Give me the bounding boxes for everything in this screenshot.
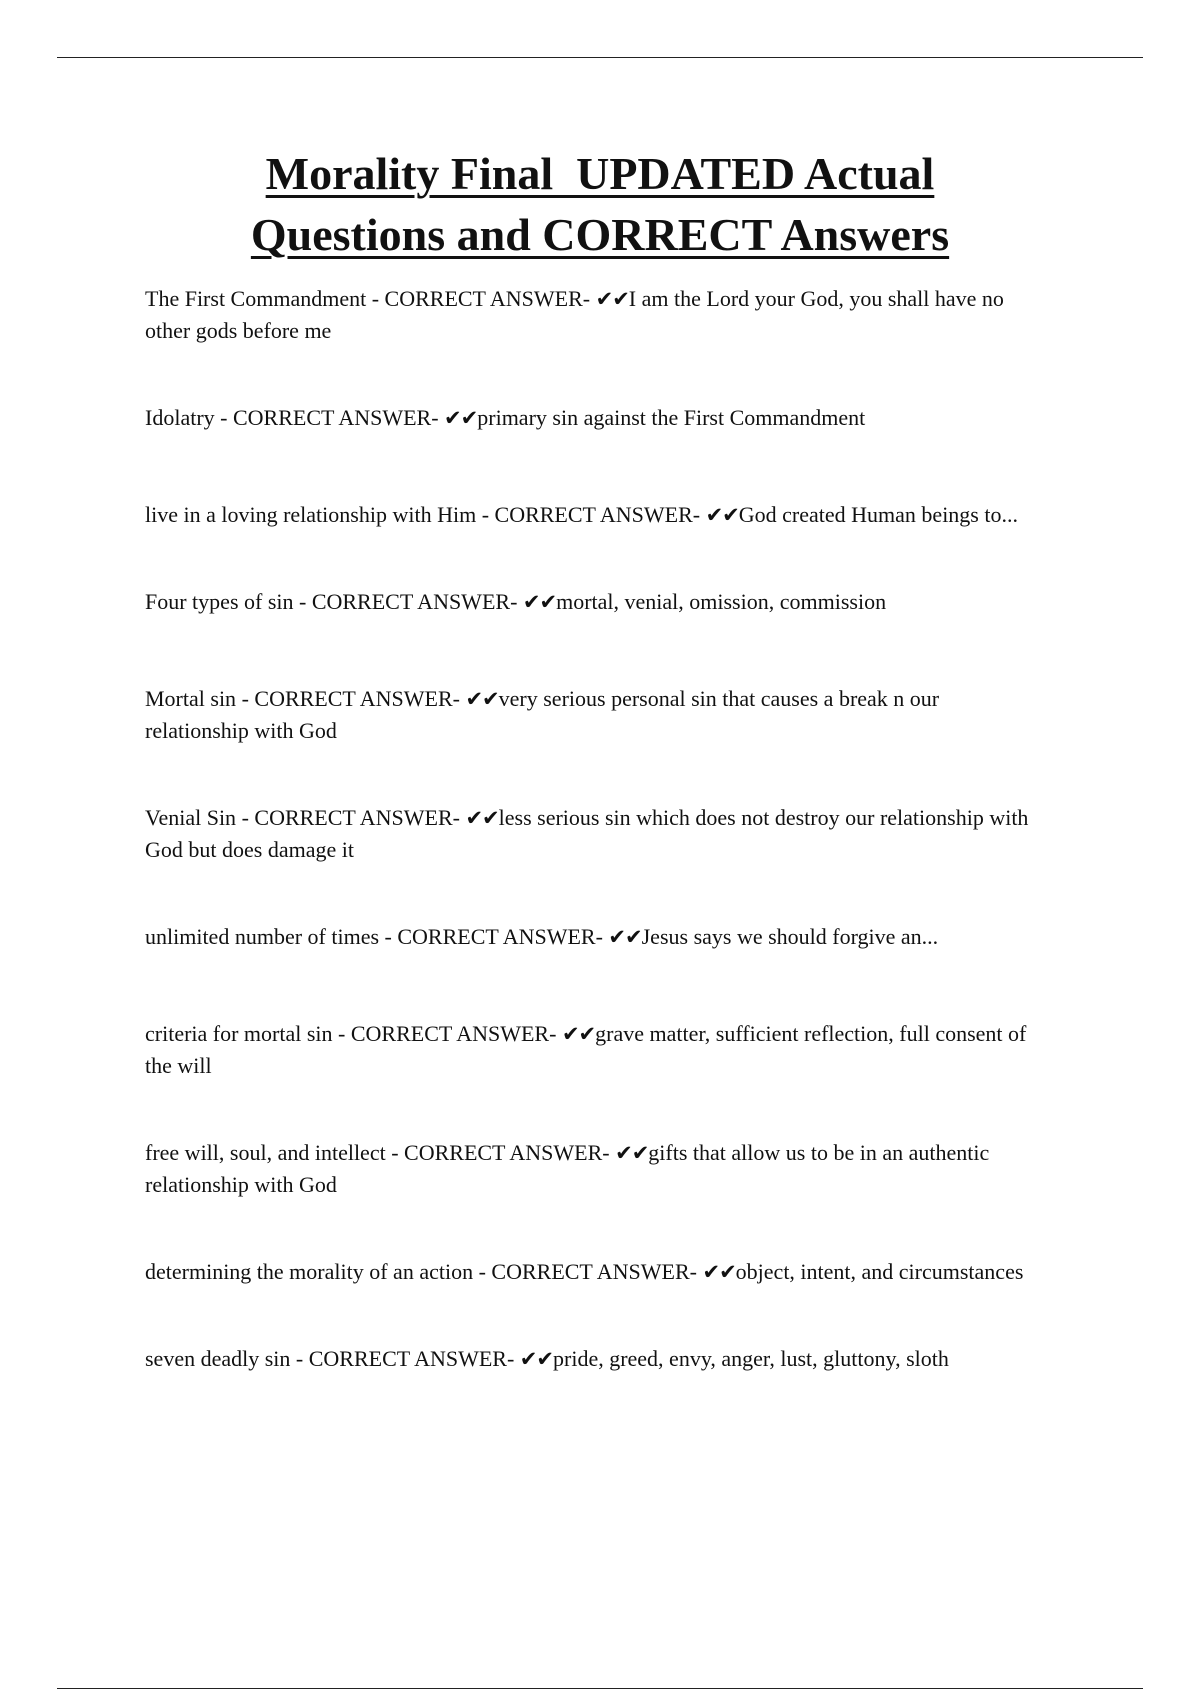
- qa-term: live in a loving relationship with Him: [145, 502, 477, 527]
- qa-item: [145, 683, 1045, 747]
- qa-answer: primary sin against the First Commandment: [477, 405, 866, 430]
- qa-term: seven deadly sin: [145, 1346, 291, 1371]
- double-check-icon: ✔✔: [702, 1260, 736, 1284]
- qa-answer: Jesus says we should forgive an...: [641, 924, 939, 949]
- double-check-icon: ✔✔: [522, 590, 557, 614]
- qa-answer: mortal, venial, omission, commission: [556, 589, 887, 614]
- double-check-icon: ✔✔: [465, 687, 499, 711]
- qa-separator: - CORRECT ANSWER-: [476, 502, 706, 527]
- qa-item: [145, 1343, 1045, 1375]
- qa-separator: - CORRECT ANSWER-: [293, 589, 523, 614]
- qa-term: Venial Sin: [145, 805, 237, 830]
- qa-term: Mortal sin: [145, 686, 237, 711]
- qa-separator: - CORRECT ANSWER-: [379, 924, 609, 949]
- double-check-icon: ✔✔: [465, 806, 499, 830]
- qa-answer: object, intent, and circumstances: [735, 1259, 1024, 1284]
- qa-separator: - CORRECT ANSWER-: [236, 686, 466, 711]
- qa-answer: I am the Lord your God, you shall have no other gods before me: [145, 286, 1004, 343]
- qa-separator: - CORRECT ANSWER-: [214, 405, 445, 430]
- double-check-icon: ✔✔: [595, 287, 629, 311]
- qa-item: [145, 402, 1045, 434]
- qa-term: The First Commandment: [145, 286, 367, 311]
- qa-separator: - CORRECT ANSWER-: [385, 1140, 616, 1165]
- qa-item: [145, 283, 1045, 347]
- qa-item: [145, 1256, 1045, 1288]
- qa-separator: - CORRECT ANSWER-: [236, 805, 466, 830]
- double-check-icon: ✔✔: [608, 925, 642, 949]
- qa-term: Four types of sin: [145, 589, 294, 614]
- title-line-2: Questions and CORRECT Answers: [250, 209, 950, 260]
- bottom-divider: [57, 1688, 1143, 1689]
- qa-separator: - CORRECT ANSWER-: [473, 1259, 703, 1284]
- qa-term: determining the morality of an action: [145, 1259, 474, 1284]
- qa-answer: pride, greed, envy, anger, lust, gluttony, sloth: [553, 1346, 949, 1371]
- qa-term: criteria for mortal sin: [145, 1021, 333, 1046]
- qa-item: [145, 499, 1045, 531]
- double-check-icon: ✔✔: [615, 1141, 649, 1165]
- double-check-icon: ✔✔: [561, 1022, 596, 1046]
- qa-answer: less serious sin which does not destroy our relationship with God but does damage it: [145, 805, 1029, 862]
- qa-list: [145, 283, 1045, 1440]
- qa-term: Idolatry: [145, 405, 215, 430]
- qa-item: [145, 921, 1045, 953]
- qa-term: free will, soul, and intellect: [145, 1140, 386, 1165]
- double-check-icon: ✔✔: [444, 406, 478, 430]
- qa-item: [145, 586, 1045, 618]
- double-check-icon: ✔✔: [519, 1347, 553, 1371]
- page-title: [100, 143, 1100, 265]
- qa-item: [145, 802, 1045, 866]
- qa-term: unlimited number of times: [145, 924, 380, 949]
- qa-separator: - CORRECT ANSWER-: [332, 1021, 562, 1046]
- qa-item: [145, 1137, 1045, 1201]
- qa-separator: - CORRECT ANSWER-: [290, 1346, 520, 1371]
- qa-answer: God created Human beings to...: [738, 502, 1018, 527]
- qa-answer: gifts that allow us to be in an authentic relationship with God: [145, 1140, 990, 1197]
- double-check-icon: ✔✔: [705, 503, 739, 527]
- qa-separator: - CORRECT ANSWER-: [366, 286, 596, 311]
- qa-answer: grave matter, sufficient reflection, full consent of the will: [145, 1021, 1027, 1078]
- title-line-1: Morality Final UPDATED Actual: [265, 148, 935, 199]
- qa-item: [145, 1018, 1045, 1082]
- top-divider: [57, 57, 1143, 58]
- qa-answer: very serious personal sin that causes a break n our relationship with God: [145, 686, 940, 743]
